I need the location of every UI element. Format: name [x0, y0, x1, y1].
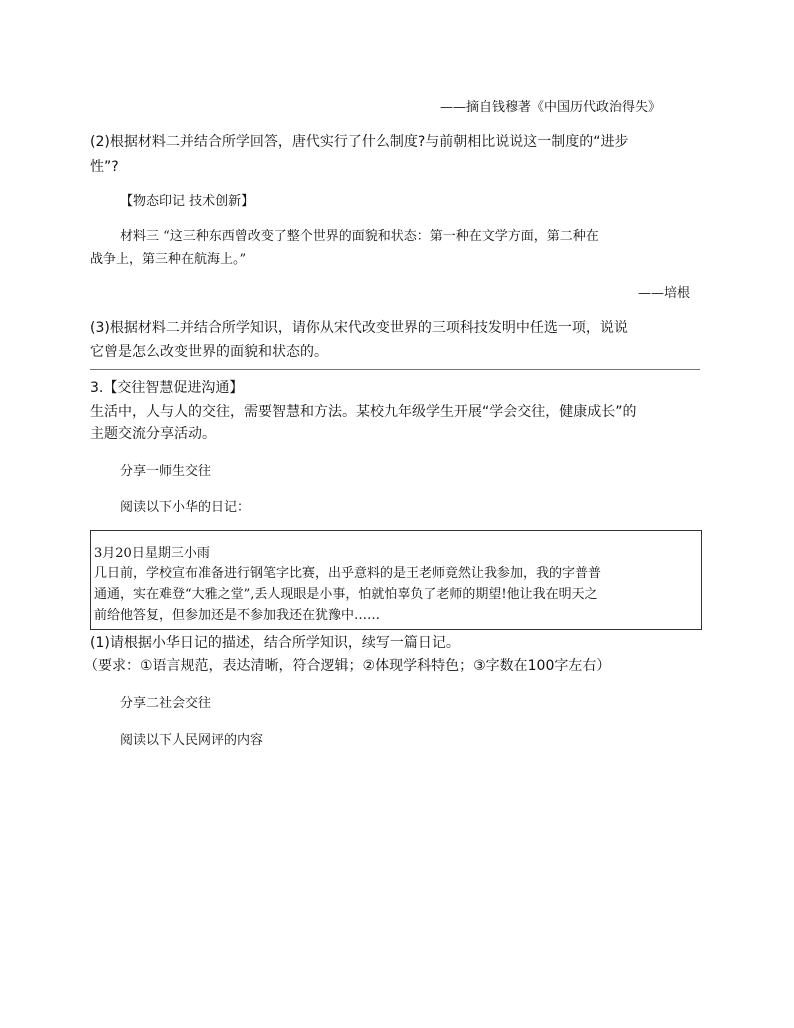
material3-line1: 材料三 “这三种东西曾改变了整个世界的面貌和状态：第一种在文学方面，第二种在 [120, 229, 599, 244]
section-heading: 【物态印记 技术创新】 [120, 194, 255, 209]
item3-intro-line1: 生活中，人与人的交往，需要智慧和方法。某校九年级学生开展“学会交往，健康成长”的 [90, 404, 637, 420]
q2-question-line2: 性”? [90, 159, 119, 175]
q1-requirements: （要求：①语言规范，表达清晰，符合逻辑；②体现学科特色；③字数在100字左右） [84, 658, 611, 674]
material3-source: ——培根 [638, 286, 691, 301]
q1-question-line1: (1)请根据小华日记的描述，结合所学知识，续写一篇日记。 [90, 635, 460, 651]
q2-question-line1: (2)根据材料二并结合所学回答，唐代实行了什么制度?与前朝相比说说这一制度的“进步 [90, 134, 629, 150]
diary-box [90, 530, 702, 630]
q3-question-line2: 它曾是怎么改变世界的面貌和状态的。 [90, 344, 328, 360]
share1-heading: 分享一师生交往 [120, 464, 212, 479]
diary-date: 3月20日星期三小雨 [94, 546, 210, 561]
q2-source-citation: ——摘自钱穆著《中国历代政治得失》 [440, 100, 662, 115]
share1-instruction: 阅读以下小华的日记： [120, 500, 251, 515]
share2-instruction: 阅读以下人民网评的内容 [120, 733, 264, 748]
diary-line2: 几日前，学校宣布准备进行钢笔字比赛，出乎意料的是王老师竟然让我参加，我的字普普 [94, 566, 602, 581]
q3-question-line1: (3)根据材料二并结合所学知识，请你从宋代改变世界的三项科技发明中任选一项，说说 [90, 320, 628, 336]
share2-heading: 分享二社会交往 [120, 696, 212, 711]
item3-title: 3.【交往智慧促进沟通】 [90, 380, 244, 396]
item3-intro-line2: 主题交流分享活动。 [90, 426, 216, 442]
material3-line2: 战争上，第三种在航海上。” [90, 252, 247, 267]
diary-line4: 前给他答复，但参加还是不参加我还在犹豫中…… [94, 608, 381, 623]
section-divider [90, 369, 700, 370]
diary-line3: 通通，实在难登“大雅之堂”,丢人现眼是小事，怕就怕辜负了老师的期望!他让我在明天之 [94, 587, 598, 602]
